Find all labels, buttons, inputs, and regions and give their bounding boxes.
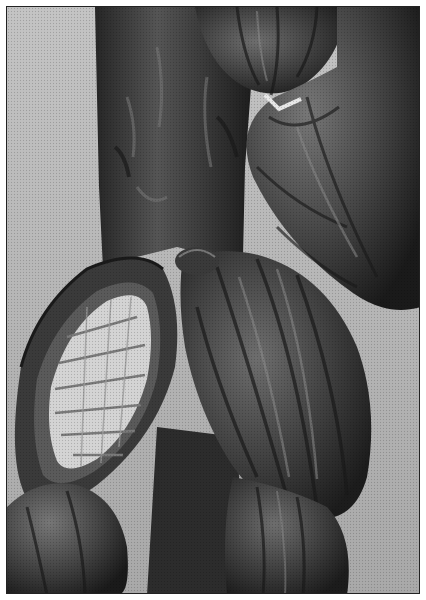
cacao-photograph [7, 7, 420, 594]
photo-frame [6, 6, 420, 594]
halftone-texture [7, 7, 420, 594]
